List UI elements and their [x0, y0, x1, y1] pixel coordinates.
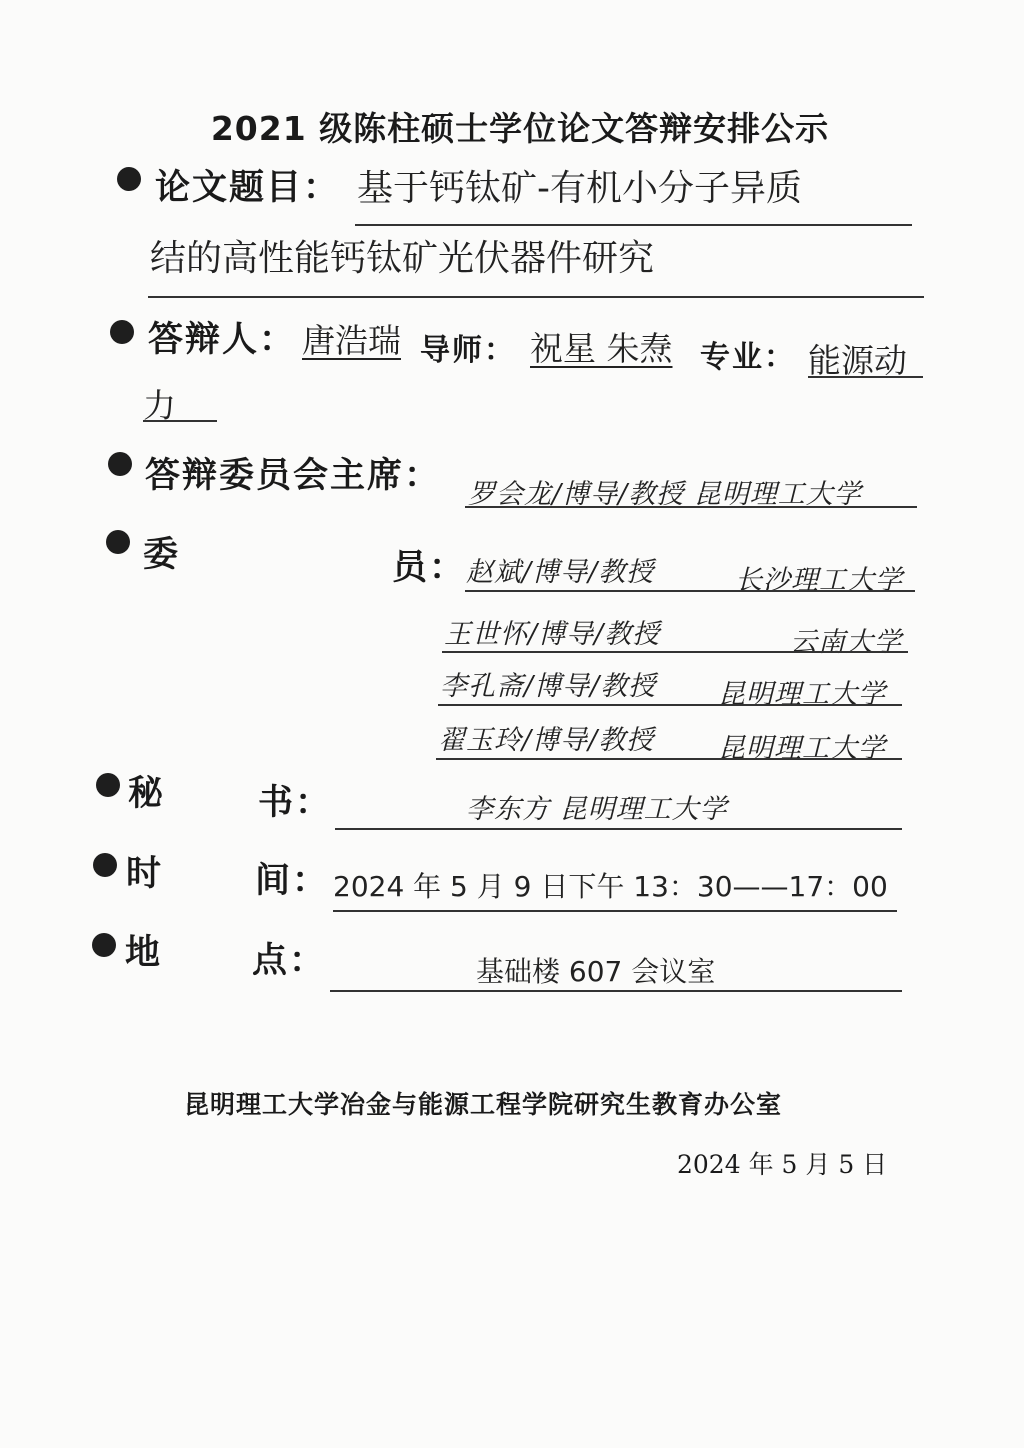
thesis-title-line1: 基于钙钛矿-有机小分子异质: [357, 168, 802, 209]
major-underline-2: [143, 420, 217, 422]
member-4-person: 翟玉玲/博导/教授: [438, 725, 655, 756]
place-underline: [330, 990, 902, 992]
time-label-first: 时: [126, 853, 164, 894]
members-label-second: 员：: [392, 547, 467, 588]
secretary-value: 李东方 昆明理工大学: [466, 794, 728, 825]
page-title: 2021 级陈柱硕士学位论文答辩安排公示: [210, 109, 830, 148]
thesis-title-line2: 结的高性能钙钛矿光伏器件研究: [150, 238, 655, 279]
member-3-school: 昆明理工大学: [718, 679, 886, 710]
thesis-underline-1: [355, 224, 912, 226]
place-value: 基础楼 607 会议室: [476, 955, 716, 988]
member-2-underline: [442, 651, 908, 653]
time-underline: [333, 910, 897, 912]
time-value: 2024 年 5 月 9 日下午 13：30——17：00: [333, 870, 888, 903]
member-4-school: 昆明理工大学: [718, 733, 886, 764]
member-1-school: 长沙理工大学: [735, 565, 903, 596]
chair-underline: [465, 506, 917, 508]
thesis-label: 论文题目：: [155, 167, 341, 208]
bullet-members: [106, 530, 130, 554]
issuing-office: 昆明理工大学冶金与能源工程学院研究生教育办公室: [184, 1090, 783, 1119]
major-underline-1: [808, 376, 923, 378]
issue-date: 2024 年 5 月 5 日: [677, 1150, 888, 1179]
bullet-place: [92, 933, 116, 957]
member-4-underline: [436, 758, 902, 760]
chair-label: 答辩委员会主席：: [145, 455, 442, 496]
major-line2: 力: [143, 386, 176, 425]
bullet-time: [93, 853, 117, 877]
advisor-label: 导师：: [420, 333, 516, 368]
bullet-defender: [110, 320, 134, 344]
chair-value: 罗会龙/博导/教授 昆明理工大学: [468, 479, 862, 510]
advisor-names: 祝星 朱焘: [530, 329, 673, 368]
thesis-underline-2: [148, 296, 924, 298]
member-1-person: 赵斌/博导/教授: [466, 557, 655, 588]
time-label-second: 间：: [255, 860, 330, 901]
secretary-label-first: 秘: [128, 773, 166, 814]
major-line1: 能源动: [808, 341, 907, 380]
member-3-underline: [438, 704, 902, 706]
bullet-chair: [108, 452, 132, 476]
bullet-secretary: [96, 773, 120, 797]
member-3-person: 李孔斋/博导/教授: [440, 671, 657, 702]
secretary-underline: [335, 828, 902, 830]
bullet-thesis: [117, 167, 141, 191]
major-label: 专业：: [700, 340, 796, 375]
member-2-school: 云南大学: [790, 627, 902, 658]
place-label-second: 点：: [252, 940, 327, 981]
member-1-underline: [465, 590, 915, 592]
secretary-label-second: 书：: [258, 782, 333, 823]
place-label-first: 地: [125, 932, 163, 973]
member-2-person: 王世怀/博导/教授: [444, 619, 661, 650]
defender-label: 答辩人：: [148, 319, 297, 360]
members-label-first: 委: [143, 534, 181, 575]
defender-name: 唐浩瑞: [302, 321, 401, 360]
